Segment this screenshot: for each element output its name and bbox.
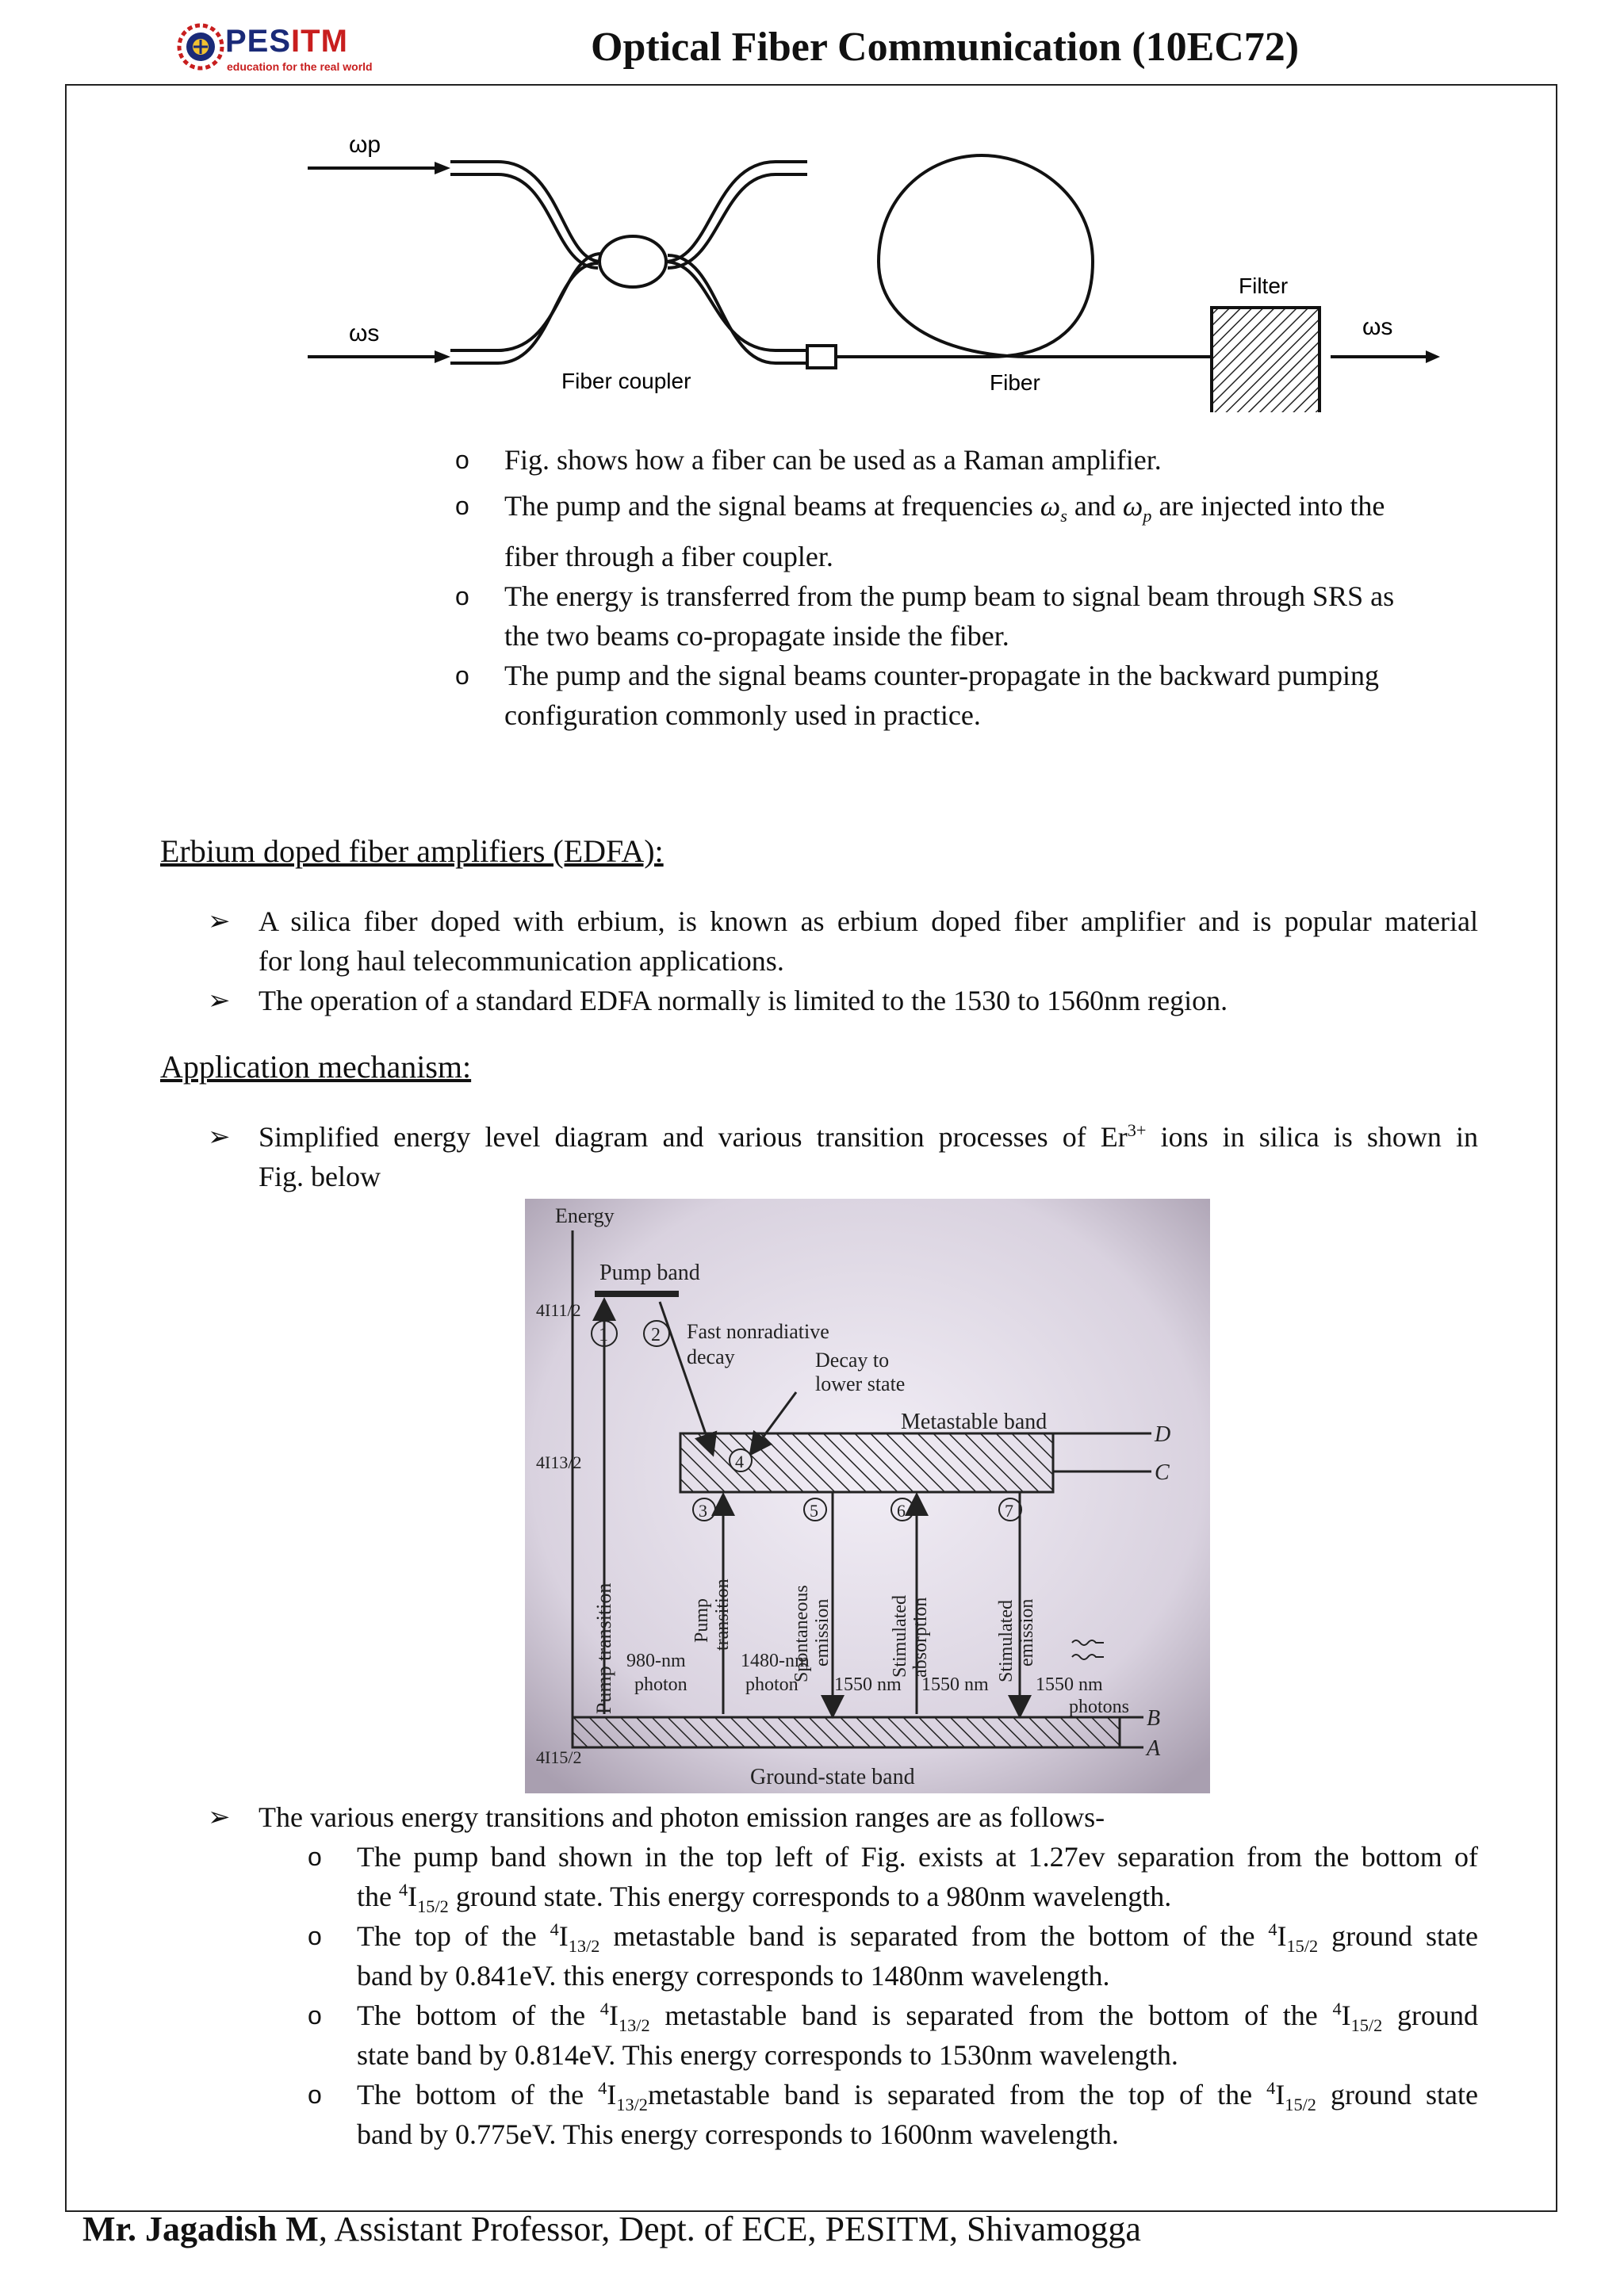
pesitm-logo-icon [176,22,225,71]
bullet-o: o [455,582,469,610]
step-5: 5 [810,1501,818,1521]
level-i132: 4I13/2 [536,1452,582,1472]
bullet-o: o [455,661,469,690]
label-c: C [1155,1460,1170,1485]
raman-point-1: Fig. shows how a fiber can be used as a Raman amplifier. [504,444,1162,476]
edfa-bullet-2: The operation of a standard EDFA normally is limited to the 1530 to 1560nm region. [259,985,1228,1016]
step-4: 4 [735,1452,744,1471]
arrow-bullet-icon: ➢ [208,985,231,1016]
photon-label-1: photon [634,1674,688,1695]
raman-point-2-cont: fiber through a fiber coupler. [504,541,833,572]
photons-label: photons [1069,1697,1130,1717]
level-i112: 4I11/2 [536,1300,581,1320]
spont-b: emission [812,1598,833,1667]
page-title: Optical Fiber Communication (10EC72) [591,25,1300,70]
pump-transition-2a: Pump [691,1598,712,1643]
bullet-o: o [455,492,469,520]
raman-point-4: The pump and the signal beams counter-propagate in the backward pumping [504,660,1379,691]
stim-abs-b: absorption [910,1597,931,1678]
photon-label-2: photon [745,1674,799,1695]
nm1550-label-2: 1550 nm [921,1674,989,1695]
transition-1: The pump band shown in the top left of Fig. exists at 1.27ev separation from the bottom of [357,1841,1478,1873]
label-b: B [1147,1706,1161,1731]
stim-abs-a: Stimulated [890,1595,910,1678]
nm980-label: 980-nm [626,1651,686,1671]
edfa-bullet-1: A silica fiber doped with erbium, is known as erbium doped fiber amplifier and is popular material [259,905,1478,937]
arrow-bullet-icon: ➢ [208,1121,231,1153]
pump-band [595,1291,679,1297]
bullet-o: o [308,1843,322,1871]
raman-point-3: The energy is transferred from the pump beam to signal beam through SRS as [504,580,1395,612]
transition-3: The bottom of the $^4I_{13/2}$ metastable band is separated from the bottom of the $^4I_{15/2}$ ground [357,1999,1478,2036]
label-d: D [1155,1422,1171,1447]
fiber-label: Fiber [990,370,1040,395]
fiber-coupler [450,162,807,363]
fast-nonrad-label-2: decay [687,1345,735,1368]
arrow-bullet-icon: ➢ [208,905,231,937]
metastable-label: Metastable band [901,1410,1048,1434]
fiber-loop [836,155,1212,357]
decay-label: Decay to [815,1349,890,1372]
filter-box [1212,308,1320,412]
stim-em-b: emission [1017,1598,1037,1667]
label-a: A [1147,1736,1161,1761]
pump-transition-2b: transition [712,1578,733,1651]
raman-point-2: The pump and the signal beams at frequencies $\omega_s$ and $\omega_p$ are injected into the [504,490,1385,526]
bullet-o: o [308,2080,322,2109]
mechanism-bullet-1-cont: Fig. below [259,1161,381,1192]
raman-point-3-cont: the two beams co-propagate inside the fiber. [504,620,1009,652]
transitions-intro: The various energy transitions and photon emission ranges are as follows- [259,1801,1105,1833]
pump-band-label: Pump band [599,1261,700,1285]
logo-tagline: education for the real world [227,60,373,73]
transition-3-cont: state band by 0.814eV. This energy corresponds to 1530nm wavelength. [357,2039,1178,2071]
output-label: ωs [1362,314,1393,340]
footer: Mr. Jagadish M, Assistant Professor, Dept. of ECE, PESITM, Shivamogga [82,2210,1141,2248]
fiber-coupler-label: Fiber coupler [561,369,691,393]
energy-level-diagram [525,1199,1210,1793]
ground-band-label: Ground-state band [750,1765,915,1789]
step-6: 6 [897,1501,906,1521]
edfa-heading: Erbium doped fiber amplifiers (EDFA): [160,833,664,869]
splice [807,346,836,368]
bullet-o: o [308,2001,322,2030]
filter-label: Filter [1239,274,1289,298]
fast-nonrad-label: Fast nonradiative [687,1320,829,1343]
edfa-bullet-1-cont: for long haul telecommunication applications. [259,945,784,977]
transition-4: The bottom of the $^4I_{13/2}metastable$ band is separated from the top of the $^4I_{15/2}$ ground state [357,2078,1478,2115]
raman-point-4-cont: configuration commonly used in practice. [504,699,981,731]
raman-amplifier-figure [300,127,1442,412]
bullet-o: o [455,446,469,474]
pump-label: ωp [349,132,381,158]
step-7: 7 [1005,1501,1013,1521]
step-3: 3 [699,1501,707,1521]
nm1550-label-3: 1550 nm [1036,1674,1103,1695]
mechanism-bullet-1: Simplified energy level diagram and various transition processes of $Er^{3+}$ ions in silica is shown in [259,1120,1478,1153]
step-1: 1 [599,1325,608,1345]
header-logo [176,22,422,78]
nm1480-label: 1480-nm [741,1651,810,1671]
arrow-bullet-icon: ➢ [208,1801,231,1833]
signal-label: ωs [349,320,380,346]
transition-2: The top of the $^4I_{13/2}$ metastable band is separated from the bottom of the $^4I_{15/2}$ ground state [357,1919,1478,1957]
energy-axis-label: Energy [555,1204,615,1227]
logo-text: PESITM [225,24,348,59]
step-2: 2 [651,1325,661,1345]
spont-a: Spontaneous [791,1585,812,1682]
mechanism-heading: Application mechanism: [160,1049,472,1085]
bullet-o: o [308,1922,322,1950]
ground-band [573,1717,1120,1747]
decay-label-2: lower state [815,1372,906,1395]
level-i152: 4I15/2 [536,1747,582,1767]
transition-1-cont: the $^4I_{15/2}$ ground state. This energy corresponds to a 980nm wavelength. [357,1880,1172,1917]
transition-4-cont: band by 0.775eV. This energy corresponds to 1600nm wavelength. [357,2118,1119,2150]
pump-transition-label: Pump transition [592,1582,615,1714]
transition-2-cont: band by 0.841eV. this energy corresponds to 1480nm wavelength. [357,1960,1110,1992]
nm1550-label-1: 1550 nm [834,1674,902,1695]
stim-em-a: Stimulated [996,1600,1017,1682]
